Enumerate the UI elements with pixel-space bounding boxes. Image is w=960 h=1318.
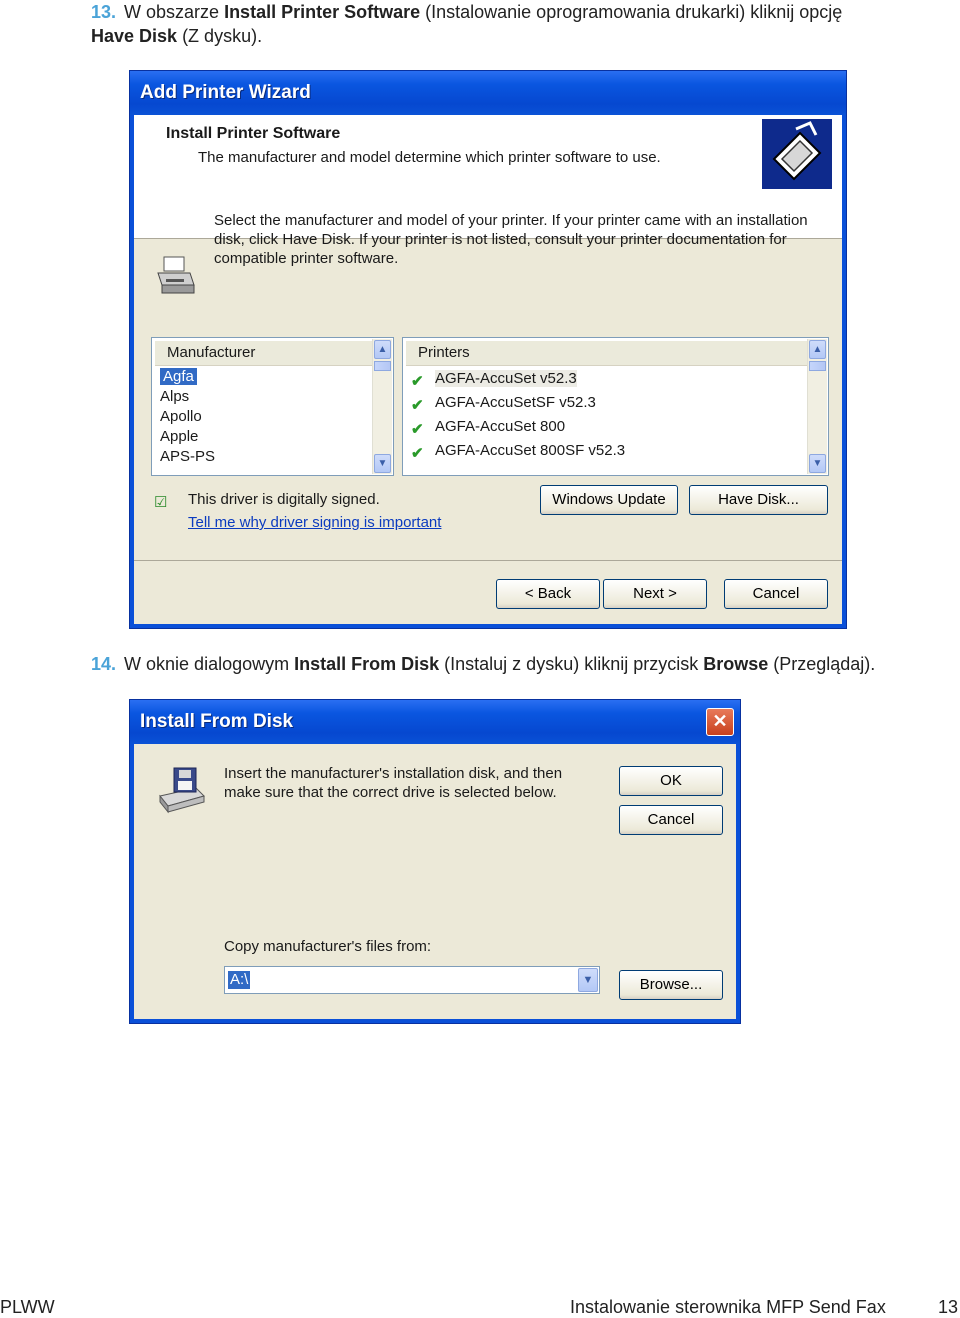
printer-item[interactable]: ✔ AGFA-AccuSet 800SF v52.3 [411, 442, 626, 462]
wizard-title-bar[interactable]: Add Printer Wizard [130, 71, 846, 115]
back-button[interactable]: < Back [496, 579, 600, 609]
manufacturer-column-header[interactable]: Manufacturer [155, 341, 373, 366]
scroll-up-icon[interactable]: ▲ [374, 340, 391, 359]
scroll-up-icon[interactable]: ▲ [809, 340, 826, 359]
signed-check-icon: ✔ [411, 373, 424, 390]
signed-check-icon: ✔ [411, 421, 424, 438]
signed-driver-icon: ☑ [154, 494, 168, 511]
manufacturer-item[interactable]: APS-PS [160, 448, 216, 465]
chevron-down-icon[interactable]: ▼ [578, 968, 598, 992]
manufacturer-item[interactable]: Apple [160, 428, 199, 445]
step-13-number: 13. [91, 2, 117, 22]
wizard-body [134, 115, 842, 624]
manufacturer-item[interactable]: Alps [160, 388, 190, 405]
disk-dialog-title-bar[interactable]: Install From Disk [130, 700, 740, 744]
wizard-header-title: Install Printer Software [166, 125, 341, 142]
ok-button[interactable]: OK [619, 766, 723, 796]
step-13-text: 13. W obszarze Install Printer Software (Instalowanie oprogramowania drukarki) kliknij opcję Have Disk (Z dysku). [91, 2, 843, 46]
manufacturer-scrollbar[interactable] [372, 339, 392, 474]
step-14-bold-2: Browse [703, 654, 769, 674]
manufacturer-listbox[interactable] [151, 337, 394, 476]
footer-left: PLWW [0, 1297, 55, 1317]
manufacturer-items [160, 367, 371, 467]
printer-item[interactable]: ✔ AGFA-AccuSet v52.3 [411, 370, 577, 390]
signed-check-icon: ✔ [411, 445, 424, 462]
next-button[interactable]: Next > [603, 579, 707, 609]
disk-cancel-button[interactable]: Cancel [619, 805, 723, 835]
step-14-bold-1: Install From Disk [294, 654, 440, 674]
manufacturer-item[interactable]: Apollo [160, 408, 202, 425]
step-13-bold-1: Install Printer Software [224, 2, 421, 22]
step-14-number: 14. [91, 654, 117, 674]
add-printer-wizard-window [129, 70, 847, 629]
printers-items [411, 367, 806, 463]
windows-update-button[interactable]: Windows Update [540, 485, 678, 515]
wizard-header-subtitle: The manufacturer and model determine which printer software to use. [198, 149, 661, 166]
disk-dialog-body [134, 744, 736, 1019]
scroll-thumb[interactable] [374, 361, 391, 371]
page-number: 13 [938, 1297, 959, 1317]
floppy-drive-icon [156, 766, 208, 816]
scroll-down-icon[interactable]: ▼ [809, 454, 826, 473]
have-disk-button[interactable]: Have Disk... [689, 485, 828, 515]
close-icon[interactable]: ✕ [706, 708, 734, 736]
printers-column-header[interactable]: Printers [406, 341, 808, 366]
step-14-text: 14. W oknie dialogowym Install From Disk (Instaluj z dysku) kliknij przycisk Browse (Przeglądaj). [91, 654, 876, 674]
signed-driver-text: This driver is digitally signed. [188, 491, 380, 508]
drive-path-combobox[interactable] [224, 966, 600, 994]
printers-listbox[interactable] [402, 337, 829, 476]
printers-scrollbar[interactable] [807, 339, 827, 474]
signed-check-icon: ✔ [411, 397, 424, 414]
driver-signing-link[interactable]: Tell me why driver signing is important [188, 514, 442, 531]
printer-icon [154, 255, 198, 299]
step-13-bold-2: Have Disk [91, 26, 178, 46]
wizard-description: Select the manufacturer and model of your printer. If your printer came with an installation disk, click Have Disk. If your printer is not listed, consult your printer documentation for compatible printer software. [214, 212, 808, 267]
disk-instruction-text: Insert the manufacturer's installation disk, and then make sure that the correct drive is selected below. [224, 765, 563, 801]
install-from-disk-dialog [129, 699, 741, 1024]
drive-path-value[interactable]: A:\ [230, 971, 249, 988]
copy-files-label: Copy manufacturer's files from: [224, 938, 432, 955]
printer-wizard-icon [762, 119, 832, 189]
browse-button[interactable]: Browse... [619, 970, 723, 1000]
manufacturer-item[interactable]: Agfa [160, 367, 371, 387]
printer-item[interactable]: ✔ AGFA-AccuSet 800 [411, 418, 566, 438]
wizard-separator [134, 560, 842, 561]
footer-center: Instalowanie sterownika MFP Send Fax [570, 1297, 886, 1317]
scroll-thumb[interactable] [809, 361, 826, 371]
printer-item[interactable]: ✔ AGFA-AccuSetSF v52.3 [411, 394, 596, 414]
wizard-cancel-button[interactable]: Cancel [724, 579, 828, 609]
scroll-down-icon[interactable]: ▼ [374, 454, 391, 473]
